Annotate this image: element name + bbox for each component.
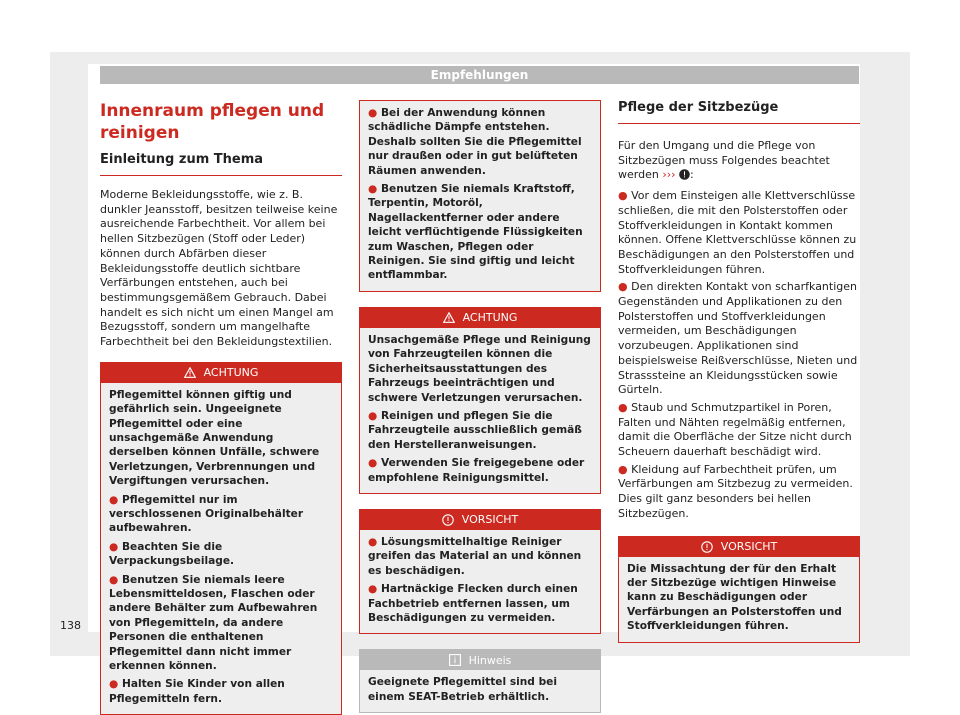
caution-header — [360, 510, 600, 530]
column-3 — [618, 100, 860, 643]
warning-triangle-icon — [443, 312, 455, 323]
caution-box — [618, 536, 860, 643]
warning-triangle-icon — [184, 367, 196, 378]
caution-text: Die Missachtung der für den Erhalt der Sitzbezüge wichtigen Hinweise kann zu Beschädigungen oder Verfärbungen an Polsterstoffen und Stoffverkleidungen führen. — [627, 562, 842, 633]
note-header — [360, 650, 600, 670]
list-item: ● Reinigen und pflegen Sie die Fahrzeugteile ausschließlich gemäß den Herstelleranweisungen. — [368, 409, 582, 451]
warning-continued-box — [359, 100, 601, 292]
list-item: ● Halten Sie Kinder von allen Pflegemitteln fern. — [109, 678, 285, 705]
list-item: ● Pflegemittel nur im verschlossenen Originalbehälter aufbewahren. — [109, 493, 304, 535]
warning-body — [101, 383, 341, 715]
note-text: Geeignete Pflegemittel sind bei einem SEAT-Betrieb erhältlich. — [368, 676, 557, 703]
warning-lead: Unsachgemäße Pflege und Reinigung von Fahrzeugteilen können die Sicherheitsausstattungen des Fahrzeugs beeinträchtigen und schwere Verletzungen verursachen. — [368, 333, 591, 404]
reference-arrows: ››› — [662, 168, 676, 182]
warning-lead: Pflegemittel können giftig und gefährlich sein. Ungeeignete Pflegemittel oder eine unsachgemäße Anwendung derselben können Unfälle, schwere Verletzungen, Verbrennungen und Vergiftungen verursachen. — [109, 388, 320, 488]
intro-text: Für den Umgang und die Pflege von Sitzbezügen muss Folgendes beachtet werden ››› : — [618, 139, 830, 182]
list-item: ● Bei der Anwendung können schädliche Dämpfe entstehen. Deshalb sollten Sie die Pflegemittel nur draußen oder in gut belüfteten Räumen anwenden. — [368, 107, 582, 177]
column-2 — [359, 100, 601, 713]
page-title: Innenraum pflegen und reinigen — [100, 101, 325, 143]
caution-label: VORSICHT — [720, 540, 778, 554]
column-1 — [100, 100, 342, 715]
caution-circle-icon — [442, 514, 454, 526]
note-label: Hinweis — [468, 653, 512, 667]
caution-circle-icon — [701, 541, 713, 553]
note-box — [359, 649, 601, 713]
warning-box — [359, 307, 601, 494]
list-item: ● Kleidung auf Farbechtheit prüfen, um Verfärbungen am Sitzbezug zu vermeiden. Dies gilt ganz besonders bei hellen Sitzbezügen. — [618, 462, 853, 520]
list-item: ● Staub und Schmutzpartikel in Poren, Falten und Nähten regelmäßig entfernen, damit die Oberfläche der Sitze nicht durch Scheuern dauerhaft beschädigt wird. — [618, 400, 852, 459]
caution-header — [619, 537, 859, 557]
section-header: Empfehlungen — [100, 66, 859, 84]
info-icon — [449, 654, 461, 666]
list-item: ● Benutzen Sie niemals Kraftstoff, Terpentin, Motoröl, Nagellackentferner oder andere leicht verflüchtigende Flüssigkeiten zum Waschen, Pflegen oder Reinigen. Sie sind giftig und leicht entflammbar. — [368, 183, 583, 282]
list-item: ● Vor dem Einsteigen alle Klettverschlüsse schließen, die mit den Polsterstoffen oder Stoffverkleidungen in Kontakt kommen können. Offene Klettverschlüsse können zu Beschädigungen an den Polsterstoffen und Stoffverkleidungen führen. — [618, 189, 857, 276]
warning-header — [360, 308, 600, 328]
caution-body — [360, 530, 600, 633]
caution-reference-icon — [679, 169, 690, 180]
list-item: ● Lösungsmittelhaltige Reiniger greifen das Material an und können es beschädigen. — [368, 535, 582, 577]
list-item: ● Hartnäckige Flecken durch einen Fachbetrieb entfernen lassen, um Beschädigungen zu vermeiden. — [368, 583, 578, 624]
list-item: ● Beachten Sie die Verpackungsbeilage. — [109, 540, 235, 568]
warning-continued-body — [360, 101, 600, 291]
page-number: 138 — [60, 619, 81, 632]
seat-care-list — [618, 189, 860, 521]
warning-label: ACHTUNG — [203, 366, 259, 380]
subtitle: Einleitung zum Thema — [100, 152, 342, 176]
list-item: ● Benutzen Sie niemals leere Lebensmitteldosen, Flaschen oder andere Behälter zum Aufbewahren von Pflegemitteln, da andere Personen die enthaltenen Pflegemittel dann nicht immer erkennen können. — [109, 573, 318, 673]
note-body — [360, 670, 600, 712]
warning-header — [101, 363, 341, 383]
warning-box — [100, 362, 342, 715]
list-item: ● Verwenden Sie freigegebene oder empfohlene Reinigungsmittel. — [368, 457, 585, 484]
caution-box — [359, 509, 601, 634]
caution-label: VORSICHT — [461, 513, 519, 527]
intro-text: Moderne Bekleidungsstoffe, wie z. B. dunkler Jeansstoff, besitzen teilweise keine ausreichende Farbechtheit. Vor allem bei hellen Sitzbezügen (Stoff oder Leder) können durch Abfärben dieser Bekleidungsstoffe deutlich sichtbare Verfärbungen entstehen, auch bei bestimmungsgemäßem Gebrauch. Dabei handelt es sich nicht um einen Mangel am Bezugsstoff, sondern um mangelhafte Farbechtheit bei den Bekleidungstextilien. — [100, 188, 338, 349]
caution-body — [619, 557, 859, 642]
warning-body — [360, 328, 600, 493]
warning-label: ACHTUNG — [462, 311, 518, 325]
list-item: ● Den direkten Kontakt von scharfkantigen Gegenständen und Applikationen zu den Polsterstoffen und Stoffverkleidungen vermeiden, um Beschädigungen vorzubeugen. Applikationen sind beispielsweise Reißverschlüsse, Nieten und Strasssteine an Kleidungsstücken sowie Gürteln. — [618, 280, 858, 397]
section-title: Pflege der Sitzbezüge — [618, 100, 860, 124]
